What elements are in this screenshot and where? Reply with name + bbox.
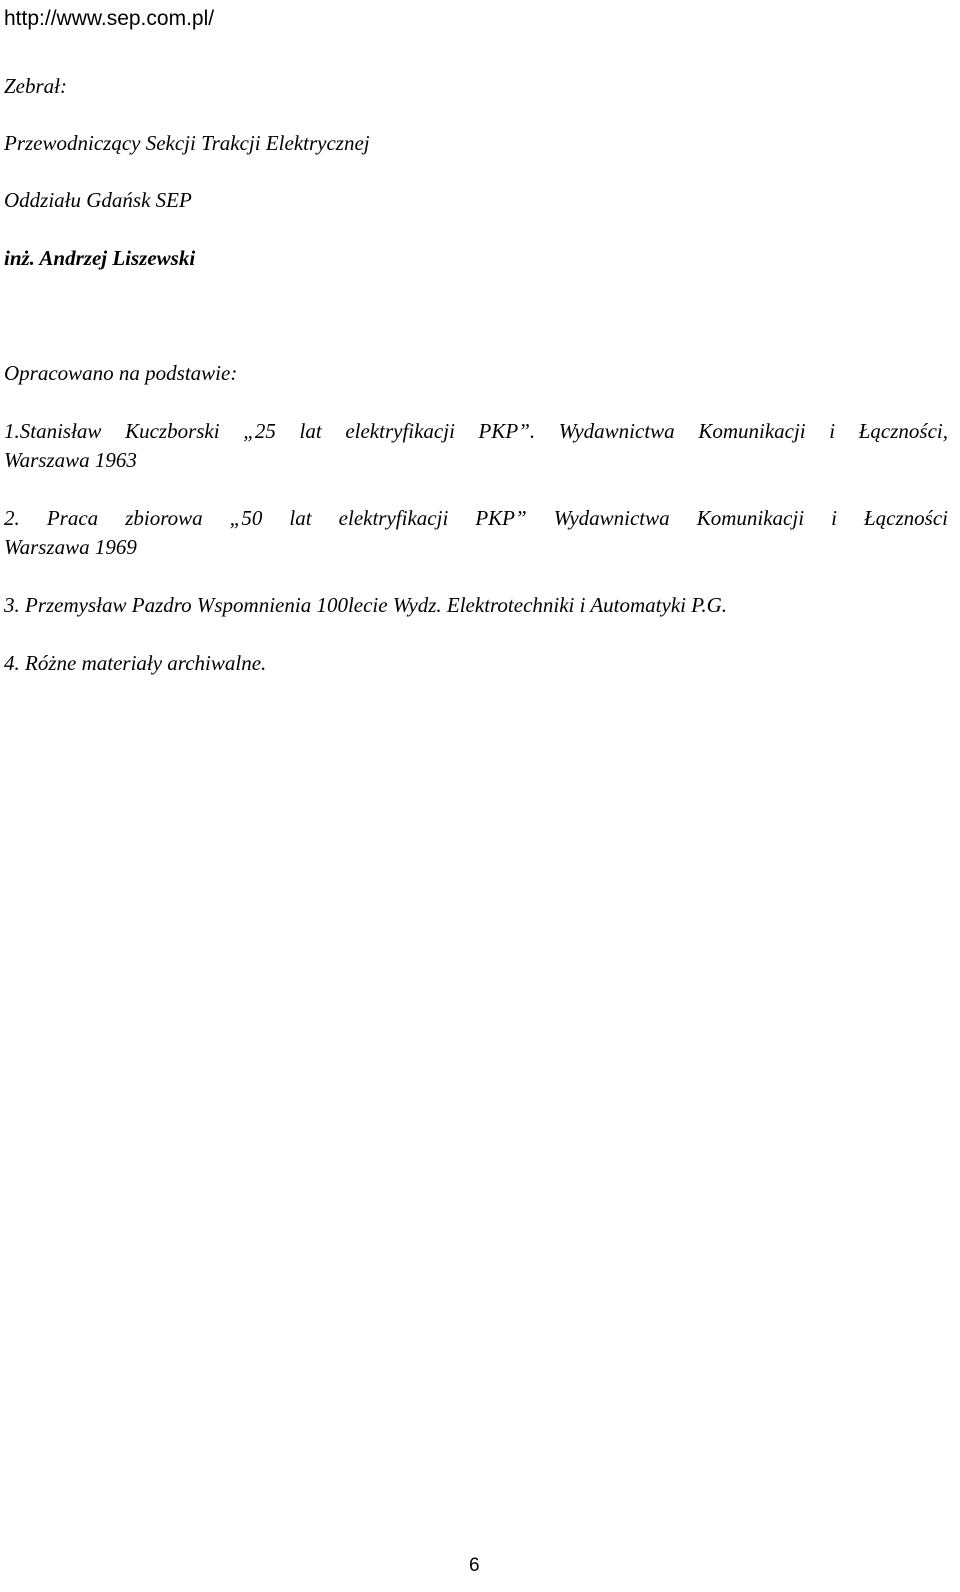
author-position-line-2: Oddziału Gdańsk SEP [4, 188, 192, 212]
compiled-by-label: Zebrał: [4, 74, 67, 98]
source-item-4: 4. Różne materiały archiwalne. [4, 651, 267, 675]
sources-heading: Opracowano na podstawie: [4, 361, 238, 385]
author-position-line-1: Przewodniczący Sekcji Trakcji Elektrycznej [4, 131, 370, 155]
author-name: inż. Andrzej Liszewski [4, 246, 196, 270]
source-item-1-line-1: 1.Stanisław Kuczborski „25 lat elektryfikacji PKP”. Wydawnictwa Komunikacji i Łączności, [4, 419, 948, 443]
source-item-1-line-2: Warszawa 1963 [4, 448, 137, 472]
source-item-3: 3. Przemysław Pazdro Wspomnienia 100lecie Wydz. Elektrotechniki i Automatyki P.G. [4, 593, 728, 617]
source-item-2-line-1: 2. Praca zbiorowa „50 lat elektryfikacji PKP” Wydawnictwa Komunikacji i Łączności [4, 506, 948, 530]
page-number: 6 [469, 1555, 480, 1576]
source-url: http://www.sep.com.pl/ [4, 7, 215, 30]
source-item-2-line-2: Warszawa 1969 [4, 535, 137, 559]
